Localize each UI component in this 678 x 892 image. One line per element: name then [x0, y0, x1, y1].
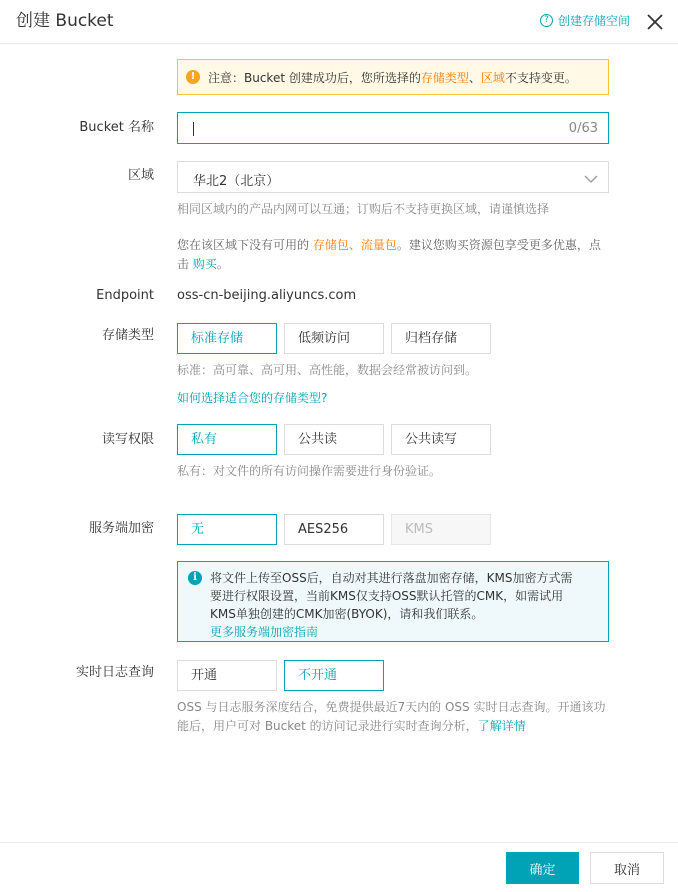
log-query-learn-more-link[interactable]: 了解详情	[477, 719, 526, 733]
bucket-name-char-counter: 0/63	[568, 121, 598, 136]
log-query-hint	[177, 698, 617, 736]
encryption-label: 服务端加密	[88, 521, 154, 536]
resource-pack-hint	[177, 236, 609, 274]
buy-link[interactable]: 购买	[192, 257, 217, 271]
resource-hint-prefix: 您在该区域下没有可用的	[177, 238, 313, 252]
log-query-label: 实时日志查询	[75, 665, 154, 680]
notice-prefix: 注意：Bucket 创建成功后，您所选择的	[208, 70, 421, 85]
bucket-name-input[interactable]	[177, 112, 609, 144]
dialog-title: 创建 Bucket	[16, 11, 114, 31]
notice-storage-class: 存储类型	[420, 70, 469, 85]
encryption-guide-link[interactable]: 更多服务端加密指南	[210, 625, 319, 639]
log-query-disable-option[interactable]: 不开通	[284, 660, 384, 691]
encryption-kms-option: KMS	[391, 514, 491, 545]
encryption-info-box	[177, 561, 609, 642]
resource-hint-line2-prefix: 击	[177, 257, 193, 271]
region-label: 区域	[127, 168, 154, 183]
notice-separator: 、	[468, 70, 481, 85]
encryption-aes256-option[interactable]: AES256	[284, 514, 384, 545]
log-query-enable-option[interactable]: 开通	[177, 660, 277, 691]
encryption-info-line: KMS单独创建的CMK加密(BYOK)，请和我们联系。	[210, 607, 484, 621]
storage-class-ia-option[interactable]: 低频访问	[284, 323, 384, 354]
acl-label: 读写权限	[101, 432, 154, 447]
encryption-info-line: 将文件上传至OSS后，自动对其进行落盘加密存储，KMS加密方式需	[210, 571, 573, 585]
endpoint-value: oss-cn-beijing.aliyuncs.com	[177, 288, 357, 303]
help-link-label: 创建存储空间	[558, 14, 631, 28]
acl-hint: 私有：对文件的所有访问操作需要进行身份验证。	[177, 464, 442, 478]
create-bucket-help-link[interactable]	[540, 12, 630, 29]
acl-public-read-option[interactable]: 公共读	[284, 424, 384, 455]
text-caret	[193, 122, 194, 136]
close-icon[interactable]	[645, 12, 665, 32]
endpoint-label: Endpoint	[96, 288, 154, 303]
question-circle-icon: ?	[540, 14, 553, 27]
bucket-name-label: Bucket 名称	[79, 120, 154, 135]
storage-class-label: 存储类型	[101, 328, 154, 343]
confirm-button[interactable]: 确定	[506, 852, 579, 884]
dialog-header	[0, 0, 678, 44]
log-query-hint-line1: OSS 与日志服务深度结合，免费提供最近7天内的 OSS 实时日志查询。开通该功	[177, 700, 606, 714]
info-icon: i	[188, 571, 202, 585]
storage-class-guide-link[interactable]: 如何选择适合您的存储类型?	[177, 391, 328, 405]
storage-class-hint: 标准：高可靠、高可用、高性能，数据会经常被访问到。	[177, 363, 478, 377]
acl-private-option[interactable]: 私有	[177, 424, 277, 455]
resource-hint-mid: 。建议您购买资源包享受更多优惠，点	[396, 238, 601, 252]
chevron-down-icon	[584, 171, 598, 185]
storage-class-archive-option[interactable]: 归档存储	[391, 323, 491, 354]
resource-hint-separator: 、	[348, 238, 361, 252]
encryption-info-line: 要进行权限设置，当前KMS仅支持OSS默认托管的CMK，如需试用	[210, 589, 564, 603]
traffic-pack-text: 流量包	[360, 238, 397, 252]
notice-region: 区域	[480, 70, 505, 85]
region-select[interactable]	[177, 161, 609, 193]
acl-public-read-write-option[interactable]: 公共读写	[391, 424, 491, 455]
storage-pack-text: 存储包	[312, 238, 349, 252]
encryption-info-text	[210, 569, 595, 641]
storage-class-standard-option[interactable]: 标准存储	[177, 323, 277, 354]
log-query-hint-line2: 能后，用户可对 Bucket 的访问记录进行实时查询分析，	[177, 719, 478, 733]
cancel-button[interactable]: 取消	[590, 852, 664, 884]
resource-hint-end: 。	[216, 257, 229, 271]
notice-suffix: 不支持变更。	[504, 70, 577, 85]
warning-icon: !	[186, 70, 200, 84]
immutable-settings-notice	[177, 59, 609, 95]
region-selected-value: 华北2（北京）	[193, 174, 280, 189]
encryption-none-option[interactable]: 无	[177, 514, 277, 545]
region-hint: 相同区域内的产品内网可以互通；订购后不支持更换区域，请谨慎选择	[177, 202, 550, 216]
